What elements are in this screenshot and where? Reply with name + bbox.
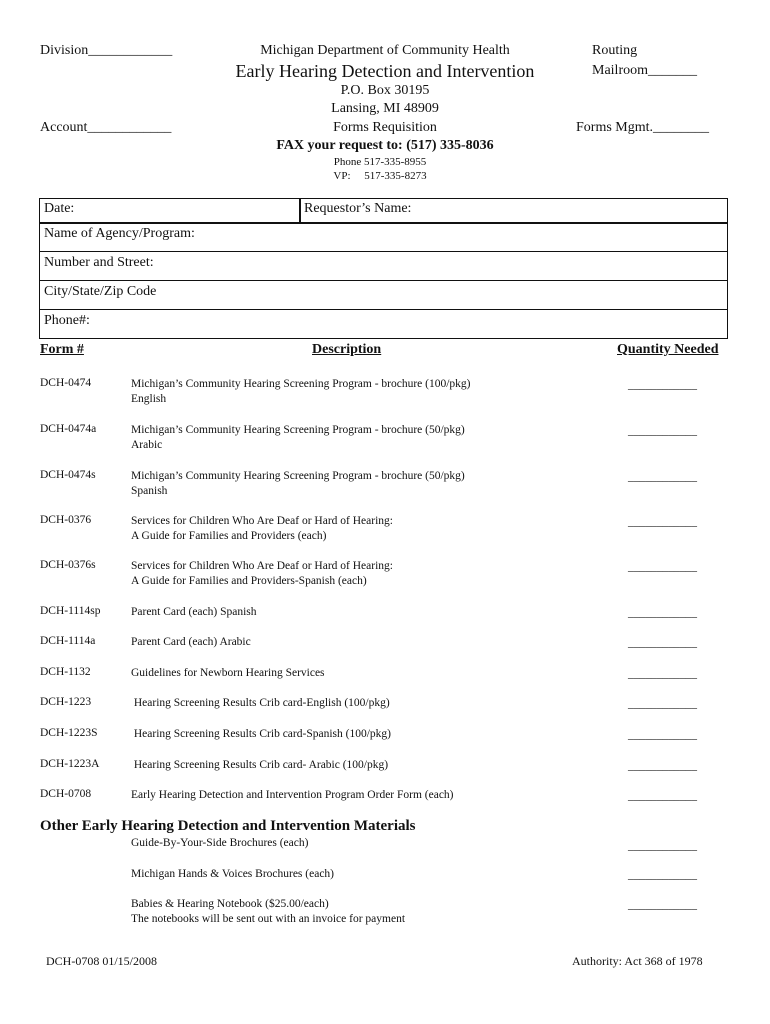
requestor-name-label: Requestor’s Name: (304, 201, 412, 216)
item-description: Michigan’s Community Hearing Screening Program - brochure (50/pkg) (131, 424, 465, 436)
quantity-field[interactable]: ____________ (628, 899, 697, 911)
phone-label: Phone#: (44, 313, 90, 328)
quantity-field[interactable]: ____________ (628, 379, 697, 391)
form-code: DCH-0376s (40, 559, 96, 571)
item-description: Guidelines for Newborn Hearing Services (131, 667, 325, 679)
item-description: Parent Card (each) Arabic (131, 636, 251, 648)
item-description-line-2: The notebooks will be sent out with an invoice for payment (131, 913, 406, 925)
item-description-line-2: Arabic (131, 439, 163, 451)
quantity-field[interactable]: ____________ (628, 637, 697, 649)
account-label: Account____________ (40, 120, 172, 135)
agency-field[interactable] (39, 222, 728, 252)
quantity-field[interactable]: ____________ (628, 840, 697, 852)
form-code: DCH-1223S (40, 727, 98, 739)
item-description: Michigan’s Community Hearing Screening Program - brochure (100/pkg) (131, 378, 471, 390)
program-title: Early Hearing Detection and Intervention (235, 61, 535, 81)
item-description: Michigan Hands & Voices Brochures (each) (131, 868, 335, 880)
quantity-field[interactable]: ____________ (628, 607, 697, 619)
city-state-zip-field[interactable] (39, 280, 728, 310)
quantity-field[interactable]: ____________ (628, 729, 697, 741)
phone-number: Phone 517-335-8955 (333, 156, 427, 168)
quantity-field[interactable]: ____________ (628, 869, 697, 881)
requestor-name-field[interactable] (299, 198, 728, 224)
address-line-2: Lansing, MI 48909 (331, 101, 439, 116)
form-type: Forms Requisition (333, 120, 437, 135)
item-description: Guide-By-Your-Side Brochures (each) (131, 837, 309, 849)
item-description-line-2: English (131, 393, 167, 405)
quantity-field[interactable]: ____________ (628, 668, 697, 680)
quantity-field[interactable]: ____________ (628, 698, 697, 710)
item-description: Hearing Screening Results Crib card-Spanish (100/pkg) (131, 728, 391, 740)
city-state-zip-label: City/State/Zip Code (44, 284, 157, 299)
quantity-field[interactable]: ____________ (628, 516, 697, 528)
quantity-field[interactable]: ____________ (628, 471, 697, 483)
form-code: DCH-0708 (40, 788, 92, 800)
form-code: DCH-1223 (40, 696, 92, 708)
street-field[interactable] (39, 251, 728, 281)
form-code: DCH-0376 (40, 514, 92, 526)
forms-mgmt-label: Forms Mgmt.________ (576, 120, 710, 135)
quantity-header: Quantity Needed (617, 342, 719, 357)
routing-label: Routing (592, 43, 638, 58)
form-code: DCH-0474s (40, 469, 96, 481)
quantity-field[interactable]: ____________ (628, 425, 697, 437)
form-code: DCH-1114a (40, 635, 96, 647)
item-description: Parent Card (each) Spanish (131, 606, 257, 618)
item-description: Michigan’s Community Hearing Screening Program - brochure (50/pkg) (131, 470, 465, 482)
fax-instruction: FAX your request to: (517) 335-8036 (276, 138, 494, 153)
other-materials-heading: Other Early Hearing Detection and Intervention Materials (40, 818, 416, 834)
quantity-field[interactable]: ____________ (628, 790, 697, 802)
item-description: Early Hearing Detection and Intervention Program Order Form (each) (131, 789, 454, 801)
item-description-line-2: A Guide for Families and Providers (each) (131, 530, 327, 542)
form-code: DCH-0474 (40, 377, 92, 389)
quantity-field[interactable]: ____________ (628, 561, 697, 573)
date-field[interactable] (39, 198, 301, 224)
item-description: Services for Children Who Are Deaf or Hard of Hearing: (131, 560, 393, 572)
item-description-line-2: Spanish (131, 485, 168, 497)
item-description-line-2: A Guide for Families and Providers-Spanish (each) (131, 575, 367, 587)
form-id: DCH-0708 01/15/2008 (46, 954, 157, 968)
address-line-1: P.O. Box 30195 (340, 83, 430, 98)
mailroom-label: Mailroom_______ (592, 63, 697, 78)
form-code: DCH-1223A (40, 758, 100, 770)
authority-note: Authority: Act 368 of 1978 (572, 954, 703, 968)
form-number-header: Form # (40, 342, 84, 357)
street-label: Number and Street: (44, 255, 154, 270)
department-name: Michigan Department of Community Health (260, 43, 510, 58)
division-label: Division____________ (40, 43, 173, 58)
form-code: DCH-1114sp (40, 605, 101, 617)
form-code: DCH-1132 (40, 666, 91, 678)
item-description: Services for Children Who Are Deaf or Hard of Hearing: (131, 515, 393, 527)
item-description: Babies & Hearing Notebook ($25.00/each) (131, 898, 329, 910)
quantity-field[interactable]: ____________ (628, 760, 697, 772)
item-description: Hearing Screening Results Crib card- Arabic (100/pkg) (131, 759, 389, 771)
phone-field[interactable] (39, 309, 728, 339)
description-header: Description (312, 342, 382, 357)
vp-number: VP: 517-335-8273 (333, 170, 427, 182)
agency-label: Name of Agency/Program: (44, 226, 195, 241)
form-code: DCH-0474a (40, 423, 97, 435)
item-description: Hearing Screening Results Crib card-English (100/pkg) (131, 697, 390, 709)
date-label: Date: (44, 201, 75, 216)
